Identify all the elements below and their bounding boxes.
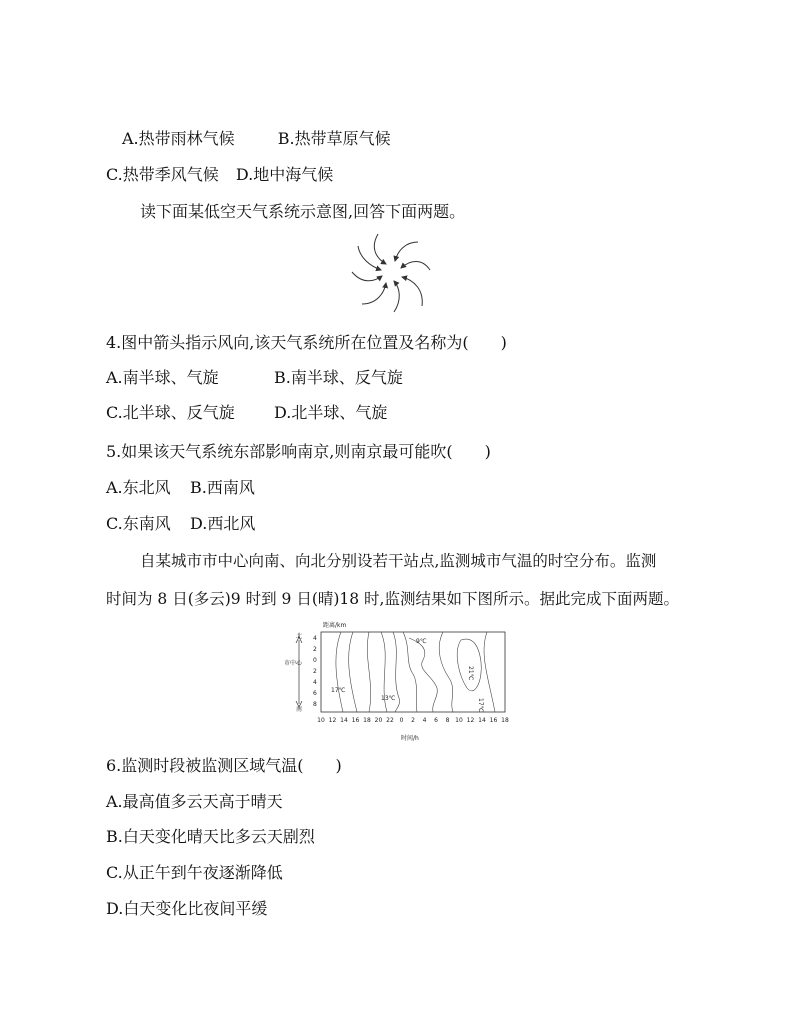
q3-option-a: A.热带雨林气候 xyxy=(122,129,235,148)
y-tick-label: 2 xyxy=(313,646,317,653)
intro-paragraph-2-line1: 自某城市市中心向南、向北分别设若干站点,监测城市气温的时空分布。监测 xyxy=(140,552,657,570)
x-axis-title: 时间/h xyxy=(401,735,419,742)
y-tick-label: 2 xyxy=(313,668,317,675)
q3-option-c: C.热带季风气候 xyxy=(106,165,219,184)
isotherm-label: 17℃ xyxy=(331,687,346,694)
q3-option-b: B.热带草原气候 xyxy=(277,129,391,148)
wind-arrow xyxy=(402,277,422,306)
wind-arrow xyxy=(401,262,430,271)
x-tick-label: 10 xyxy=(317,717,325,724)
city-center-label: 市中心 xyxy=(284,660,303,667)
isotherm-label: 9℃ xyxy=(416,638,427,645)
isotherm-label: 17℃ xyxy=(477,698,484,713)
south-label: 南 xyxy=(296,706,303,713)
y-tick-label: 6 xyxy=(313,690,317,697)
q4-option-c: C.北半球、反气旋 xyxy=(106,403,235,422)
x-tick-label: 6 xyxy=(434,717,438,724)
x-tick-label: 16 xyxy=(351,717,360,724)
q4-options-row2 xyxy=(106,402,387,424)
q4-option-b: B.南半球、反气旋 xyxy=(274,368,403,387)
q4-option-d: D.北半球、气旋 xyxy=(274,403,388,422)
intro-paragraph-2-line2: 时间为 8 日(多云)9 时到 9 日(晴)18 时,监测结果如下图所示。据此完成下面两题。 xyxy=(106,590,679,608)
temperature-contour-figure xyxy=(283,618,513,744)
x-tick-label: 10 xyxy=(455,717,463,724)
q6-option-c: C.从正午到午夜逐渐降低 xyxy=(106,863,283,882)
y-tick-labels xyxy=(313,635,317,708)
x-tick-label: 4 xyxy=(422,717,427,724)
q4-options-row1 xyxy=(106,367,403,389)
x-tick-label: 14 xyxy=(478,717,486,724)
x-tick-label: 14 xyxy=(340,717,348,724)
x-tick-label: 2 xyxy=(411,717,415,724)
wind-arrow xyxy=(362,283,386,304)
wind-arrow xyxy=(395,242,418,261)
north-label: 北 xyxy=(296,633,303,640)
wind-arrow xyxy=(374,234,386,264)
q5-options-row2 xyxy=(106,513,255,535)
x-tick-label: 20 xyxy=(374,717,383,724)
q5-option-b: B.西南风 xyxy=(190,478,255,497)
x-tick-label: 0 xyxy=(399,717,404,724)
x-tick-label: 12 xyxy=(328,717,337,724)
q5-option-c: C.东南风 xyxy=(106,514,171,533)
wind-arrow xyxy=(358,246,381,270)
x-tick-label: 16 xyxy=(489,717,498,724)
cyclone-diagram xyxy=(348,228,434,314)
isotherm-label: 21℃ xyxy=(467,666,474,681)
y-tick-label: 4 xyxy=(313,635,317,642)
q4-option-a: A.南半球、气旋 xyxy=(106,368,219,387)
y-axis-title: 距离/km xyxy=(323,622,347,629)
q6-option-b: B.白天变化晴天比多云天剧烈 xyxy=(106,827,315,846)
q5-options-row1 xyxy=(106,477,255,499)
x-tick-labels xyxy=(317,717,509,724)
q4-stem: 4.图中箭头指示风向,该天气系统所在位置及名称为( ) xyxy=(106,333,507,352)
q3-options-row2 xyxy=(106,164,333,186)
q5-stem: 5.如果该天气系统东部影响南京,则南京最可能吹( ) xyxy=(106,442,491,461)
q3-options-row1 xyxy=(122,128,391,150)
y-tick-label: 4 xyxy=(313,679,317,686)
x-tick-label: 18 xyxy=(363,717,371,724)
intro-paragraph-1: 读下面某低空天气系统示意图,回答下面两题。 xyxy=(140,202,466,221)
x-tick-label: 18 xyxy=(501,717,509,724)
q5-option-a: A.东北风 xyxy=(106,478,171,497)
x-tick-label: 8 xyxy=(445,717,450,724)
wind-arrow xyxy=(352,272,382,281)
y-tick-label: 8 xyxy=(313,701,317,708)
isotherm-label: 13℃ xyxy=(381,695,396,702)
q6-option-d: D.白天变化比夜间平缓 xyxy=(106,899,268,918)
q5-option-d: D.西北风 xyxy=(190,514,256,533)
x-tick-label: 22 xyxy=(386,717,394,724)
q6-option-a: A.最高值多云天高于晴天 xyxy=(106,792,283,811)
q6-stem: 6.监测时段被监测区域气温( ) xyxy=(106,756,342,775)
q3-option-d: D.地中海气候 xyxy=(235,165,334,184)
wind-arrow xyxy=(394,281,399,312)
x-tick-label: 12 xyxy=(466,717,475,724)
y-tick-label: 0 xyxy=(313,657,317,664)
